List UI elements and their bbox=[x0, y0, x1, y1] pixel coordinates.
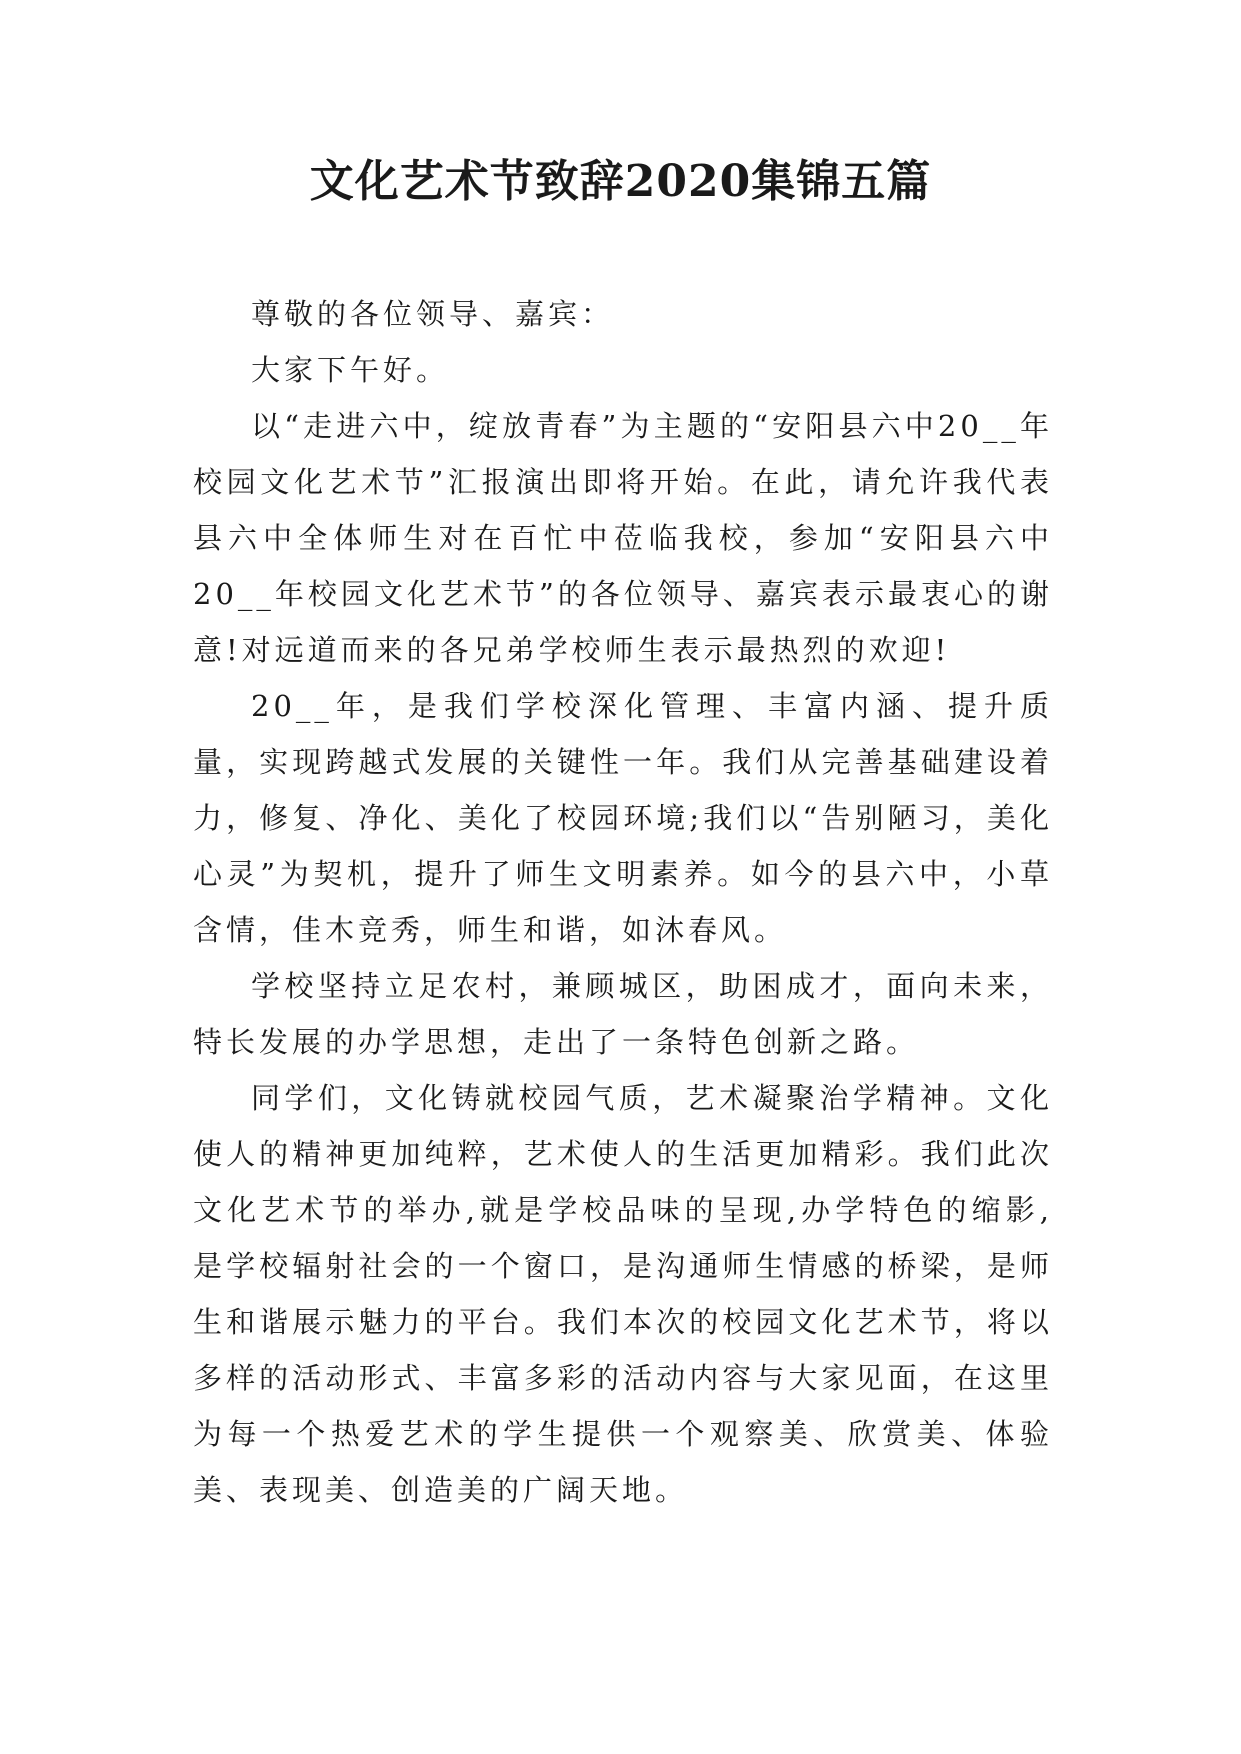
body-paragraph: 同学们，文化铸就校园气质，艺术凝聚治学精神。文化使人的精神更加纯粹，艺术使人的生活更加精彩。我们此次文化艺术节的举办,就是学校品味的呈现,办学特色的缩影,是学校辐射社会的一个窗口，是沟通师生情感的桥梁，是师生和谐展示魅力的平台。我们本次的校园文化艺术节，将以多样的活动形式、丰富多彩的活动内容与大家见面，在这里为每一个热爱艺术的学生提供一个观察美、欣赏美、体验美、表现美、创造美的广阔天地。 bbox=[193, 1081, 1053, 1507]
salutation-paragraph: 尊敬的各位领导、嘉宾： bbox=[251, 297, 615, 331]
body-paragraph: 以“走进六中，绽放青春”为主题的“安阳县六中20__年校园文化艺术节”汇报演出即将开始。在此，请允许我代表县六中全体师生对在百忙中莅临我校，参加“安阳县六中20__年校园文化艺术节”的各位领导、嘉宾表示最衷心的谢意!对远道而来的各兄弟学校师生表示最热烈的欢迎! bbox=[193, 409, 1053, 667]
document-body bbox=[193, 286, 1053, 1518]
greeting-paragraph: 大家下午好。 bbox=[251, 353, 450, 387]
body-paragraph: 20__年，是我们学校深化管理、丰富内涵、提升质量，实现跨越式发展的关键性一年。我们从完善基础建设着力，修复、净化、美化了校园环境;我们以“告别陋习，美化心灵”为契机，提升了师生文明素养。如今的县六中，小草含情，佳木竞秀，师生和谐，如沐春风。 bbox=[193, 689, 1053, 947]
body-paragraph: 学校坚持立足农村，兼顾城区，助困成才，面向未来，特长发展的办学思想，走出了一条特色创新之路。 bbox=[193, 969, 1053, 1059]
document-title: 文化艺术节致辞2020集锦五篇 bbox=[309, 156, 932, 207]
